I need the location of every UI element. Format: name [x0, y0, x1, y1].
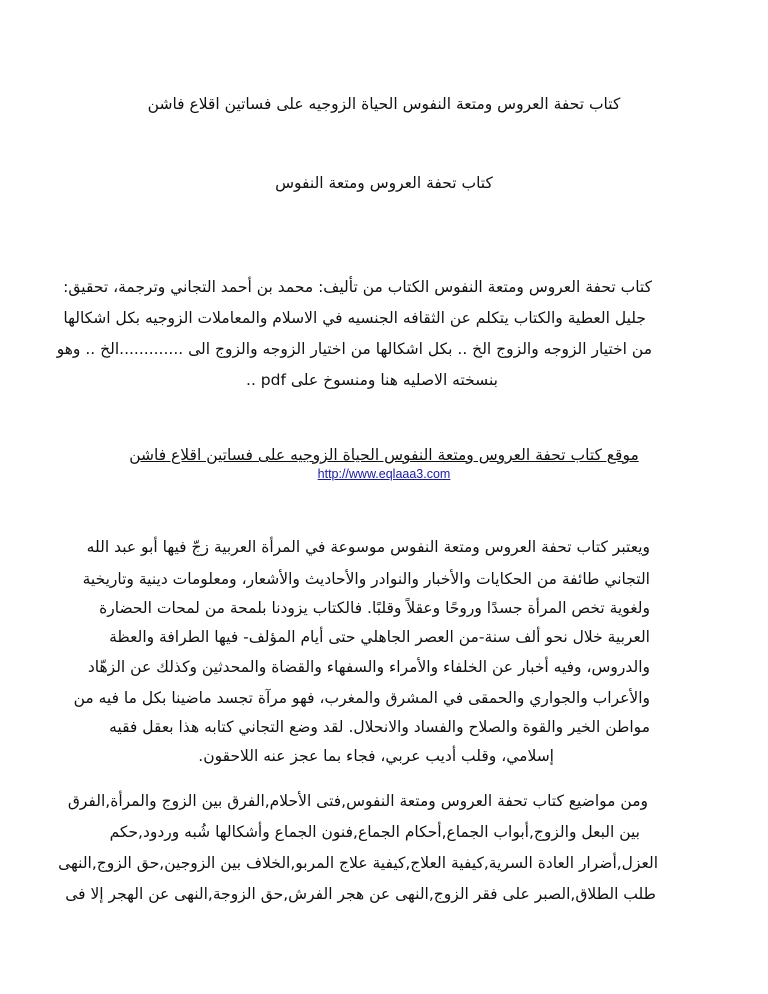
site-link[interactable]: http://www.eqlaaa3.com [317, 467, 451, 481]
description-line: إسلامي، وقلب أديب عربي، فجاء بما عجز عنه اللاحقون. [198, 747, 554, 765]
description-line: العربية خلال نحو ألف سنة-من العصر الجاهلي حتى أيام المؤلف- فيها الطرافة والعظة [109, 628, 650, 646]
topics-line: العزل,أضرار العادة السرية,كيفية العلاج,كيفية علاج المربو,الخلاف بين الزوجين,حق الزوج,النهى [58, 854, 658, 872]
description-line: ولغوية تخص المرأة جسدًا وروحًا وعقلاً وقلبًا. فالكتاب يزودنا بلمحة من لمحات الحضارة [99, 599, 650, 617]
topics-line: بين البعل والزوج,أبواب الجماع,أحكام الجماع,فنون الجماع وأشكالها شُبه وردود,حكم [109, 823, 640, 841]
description-line: والأعراب والجواري والحمقى في المشرق والمغرب، فهو مرآة تجسد ماضينا بكل ما فيه من [73, 689, 650, 707]
intro-line: من اختيار الزوجه والزوج الخ .. بكل اشكالها من اختيار الزوجه والزوج الى .............الخ .. وهو [56, 340, 652, 358]
intro-line: كتاب تحفة العروس ومتعة النفوس الكتاب من تأليف: محمد بن أحمد التجاني وترجمة، تحقيق: [63, 278, 652, 296]
document-title: كتاب تحفة العروس ومتعة النفوس الحياة الزوجيه على فساتين اقلاع فاشن [147, 95, 621, 113]
intro-line: جليل العطية والكتاب يتكلم عن الثقافه الجنسيه في الاسلام والمعاملات الزوجيه بكل اشكالها [63, 309, 646, 327]
site-heading: موقع كتاب تحفة العروس ومتعة النفوس الحياة الزوجيه على فساتين اقلاع فاشن [129, 446, 639, 464]
description-line: والدروس، وفيه أخبار عن الخلفاء والأمراء والسفهاء والقضاة والمحدثين وكذلك عن الزهّاد [87, 658, 650, 676]
intro-line: بنسخته الاصليه هنا ومنسوخ على pdf .. [246, 371, 498, 389]
topics-line: ومن مواضيع كتاب تحفة العروس ومتعة النفوس,فتى الأحلام,الفرق بين الزوج والمرأة,الفرق [67, 792, 648, 810]
description-line: التجاني طائفة من الحكايات والأخبار والنوادر والأحاديث والأشعار، ومعلومات دينية وتاريخية [82, 570, 650, 588]
topics-line: طلب الطلاق,الصبر على فقر الزوج,النهى عن هجر الفرش,حق الزوجة,النهى عن الهجر إلا فى [65, 885, 656, 903]
description-line: ويعتبر كتاب تحفة العروس ومتعة النفوس موسوعة في المرأة العربية زجّ فيها أبو عبد الله [86, 538, 650, 556]
document-subtitle: كتاب تحفة العروس ومتعة النفوس [275, 174, 493, 192]
description-line: مواطن الخير والقوة والصلاح والفساد والانحلال. لقد وضع التجاني كتابه هذا بعقل فقيه [109, 718, 650, 736]
